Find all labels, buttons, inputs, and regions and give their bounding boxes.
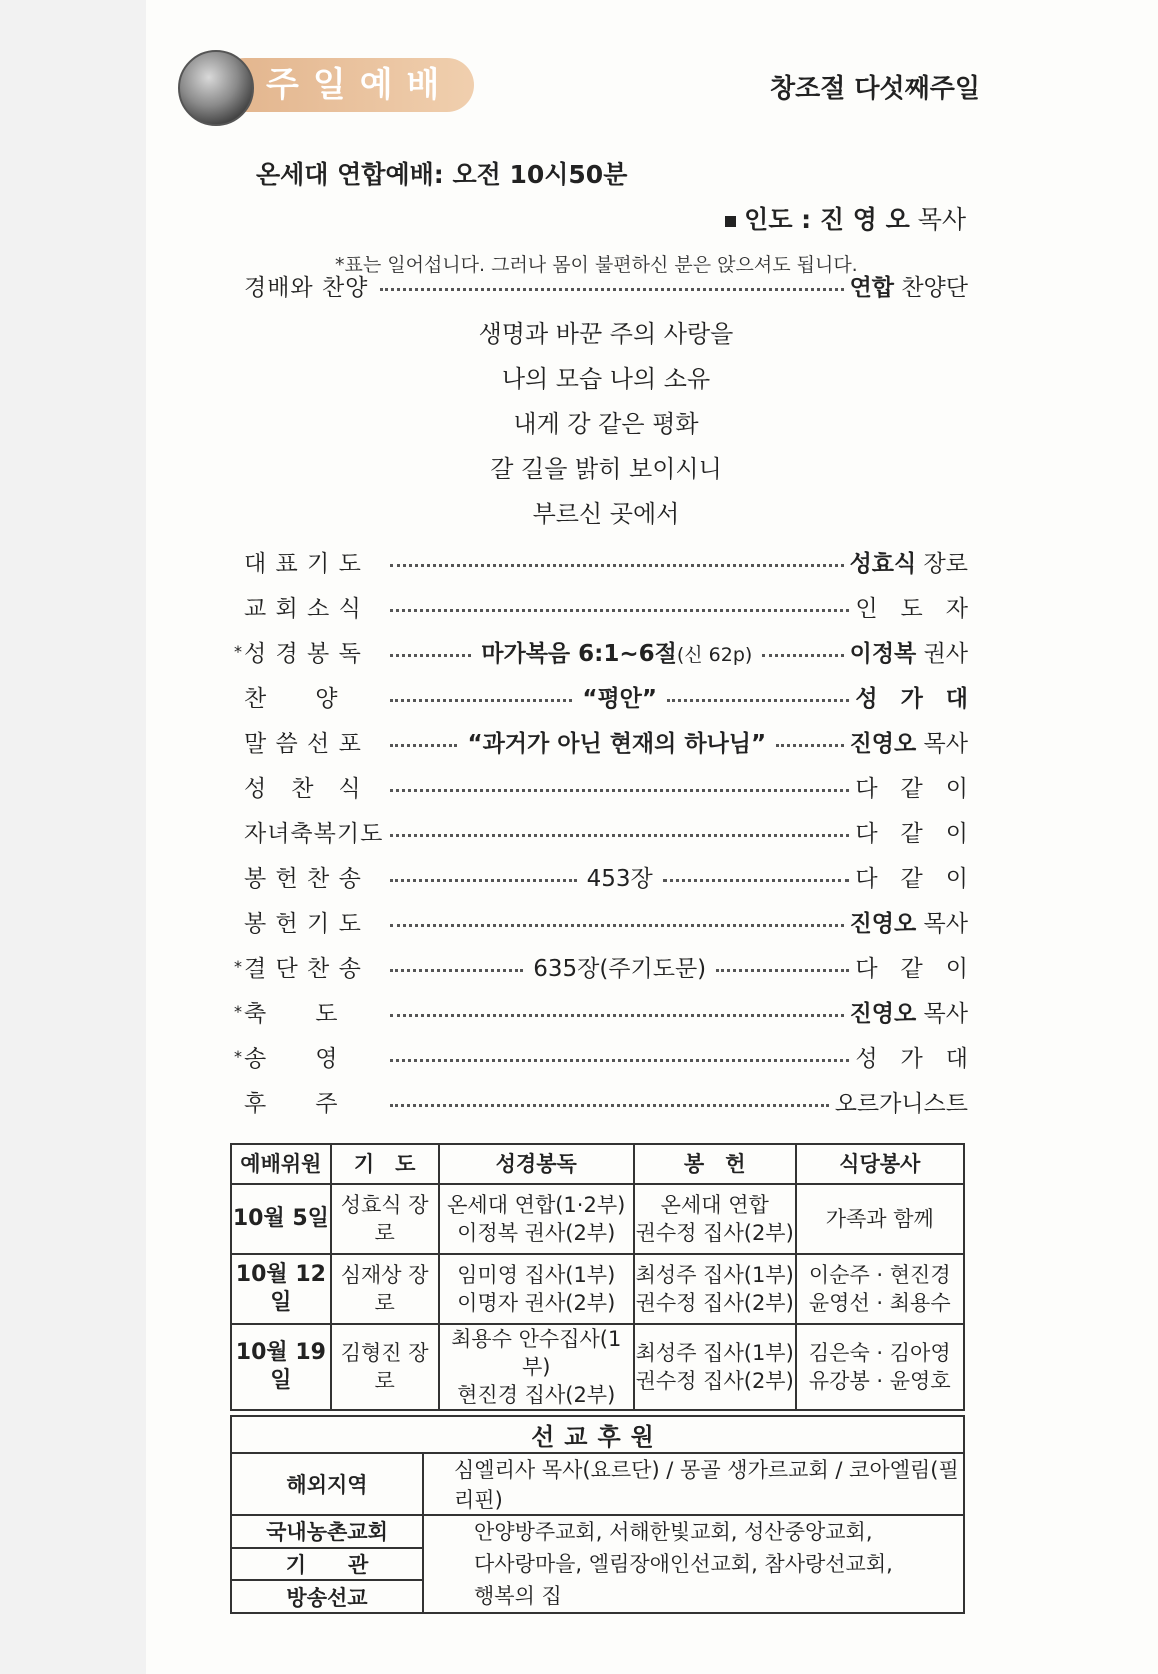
order-item xyxy=(244,858,968,894)
roles-prayer-line: 심재상 장로 xyxy=(340,1263,429,1315)
roles-meal xyxy=(796,1254,965,1324)
order-item-name: 송 영 xyxy=(244,1045,339,1072)
roles-date xyxy=(231,1184,331,1254)
order-item xyxy=(234,1038,968,1074)
roles-reading-line: 현진경 집사(2부) xyxy=(457,1383,616,1407)
standing-marker: * xyxy=(234,956,242,976)
dot-leader xyxy=(390,969,523,972)
order-item-person xyxy=(850,635,968,668)
praying-hands-icon xyxy=(178,50,254,126)
order-item-person-title: 다 같 이 xyxy=(855,955,968,982)
order-item-detail-bold: “평안” xyxy=(582,685,658,712)
roles-header-cell: 식당봉사 xyxy=(796,1144,965,1184)
standing-marker: * xyxy=(234,1046,242,1066)
roles-date-line: 10월 12일 xyxy=(235,1262,326,1315)
order-item-detail xyxy=(578,680,661,713)
standing-marker: * xyxy=(234,1001,242,1021)
hymn-title: 갈 길을 밝히 보이시니 xyxy=(490,455,722,483)
roles-prayer xyxy=(331,1324,439,1410)
domestic-line: 행복의 집 xyxy=(474,1584,562,1608)
domestic-line: 안양방주교회, 서해한빛교회, 성산중앙교회, xyxy=(474,1520,873,1544)
dot-leader xyxy=(390,1059,849,1062)
roles-offering xyxy=(634,1254,796,1324)
hymn-title: 부르신 곳에서 xyxy=(532,500,680,528)
roles-date xyxy=(231,1324,331,1410)
order-item-detail-text: (신 62p) xyxy=(676,643,753,666)
dot-leader xyxy=(390,654,471,657)
roles-prayer-line: 김형진 장로 xyxy=(340,1341,429,1393)
roles-meal-line: 김은숙 · 김아영 xyxy=(808,1341,951,1365)
dot-leader xyxy=(390,1104,829,1107)
roles-reading-line: 임미영 집사(1부) xyxy=(457,1263,616,1287)
order-item-detail xyxy=(477,635,756,668)
standing-marker: * xyxy=(234,641,242,661)
roles-reading xyxy=(439,1324,634,1410)
dot-leader xyxy=(380,288,844,291)
order-item-person-title: 목사 xyxy=(916,730,968,757)
order-item-person-name: 연합 xyxy=(849,274,895,301)
order-item-person xyxy=(850,269,968,302)
dot-leader xyxy=(390,834,849,837)
dot-leader xyxy=(390,1014,844,1017)
domestic-label: 국내농촌교회 xyxy=(231,1515,423,1548)
overseas-value: 심엘리사 목사(요르단) / 몽골 생가르교회 / 코아엘림(필리핀) xyxy=(423,1453,964,1515)
order-item-detail xyxy=(463,725,770,758)
order-item-name: 대 표 기 도 xyxy=(244,550,362,577)
overseas-label: 해외지역 xyxy=(231,1453,423,1515)
order-item-person-name: 성효식 xyxy=(849,550,917,577)
dot-leader xyxy=(667,699,849,702)
roles-row xyxy=(231,1184,964,1254)
roles-reading-line: 최용수 안수집사(1부) xyxy=(451,1327,622,1379)
dot-leader xyxy=(390,789,849,792)
order-item-name: 성 찬 식 xyxy=(244,775,362,802)
domestic-list xyxy=(423,1515,964,1613)
mission-title: 선교후원 xyxy=(231,1416,964,1453)
order-item-detail-bold: “과거가 아닌 현재의 하나님” xyxy=(467,730,767,757)
roles-meal xyxy=(796,1184,965,1254)
roles-table xyxy=(230,1143,965,1411)
order-item-person xyxy=(850,905,968,938)
dot-leader xyxy=(390,564,844,567)
order-item-person-name: 진영오 xyxy=(849,910,917,937)
dot-leader xyxy=(390,744,457,747)
order-item-name: 교 회 소 식 xyxy=(244,595,362,622)
dot-leader xyxy=(776,744,843,747)
dot-leader xyxy=(663,879,850,882)
leader-title: 목사 xyxy=(917,205,966,234)
institution-label: 기 관 xyxy=(231,1548,423,1581)
roles-header-cell: 예배위원 xyxy=(231,1144,331,1184)
roles-offering xyxy=(634,1324,796,1410)
roles-reading xyxy=(439,1184,634,1254)
service-leader xyxy=(725,200,966,236)
order-item-person-title: 다 같 이 xyxy=(855,775,968,802)
dot-leader xyxy=(716,969,849,972)
order-item xyxy=(244,768,968,804)
order-item-person xyxy=(850,725,968,758)
order-item-name: 경배와 찬양 xyxy=(244,274,369,301)
order-item-person xyxy=(855,950,968,983)
roles-meal-line: 가족과 함께 xyxy=(825,1207,934,1231)
roles-date xyxy=(231,1254,331,1324)
order-item-person-name: 진영오 xyxy=(849,1000,917,1027)
order-item-person xyxy=(850,545,968,578)
section-badge xyxy=(178,50,478,120)
order-item xyxy=(244,267,968,303)
order-item xyxy=(244,1083,968,1119)
order-item-name: 결 단 찬 송 xyxy=(244,955,362,982)
roles-offering-line: 권수정 집사(2부) xyxy=(635,1221,794,1245)
roles-date-line: 10월 5일 xyxy=(232,1206,329,1231)
dot-leader xyxy=(390,879,577,882)
roles-reading-line: 온세대 연합(1·2부) xyxy=(447,1193,626,1217)
dot-leader xyxy=(762,654,843,657)
hymn-title: 생명과 바꾼 주의 사랑을 xyxy=(478,320,734,348)
order-item-person xyxy=(855,860,968,893)
order-item xyxy=(244,543,968,579)
order-item-person xyxy=(855,1040,968,1073)
order-item-person-title: 목사 xyxy=(916,910,968,937)
order-item-name: 말 씀 선 포 xyxy=(244,730,362,757)
order-item-person-title: 장로 xyxy=(916,550,968,577)
sunday-title: 창조절 다섯째주일 xyxy=(770,74,980,104)
order-item xyxy=(244,723,968,759)
order-item-person xyxy=(855,815,968,848)
order-item-name: 봉 헌 찬 송 xyxy=(244,865,362,892)
order-item-name: 자녀축복기도 xyxy=(244,820,384,847)
roles-reading-line: 이정복 권사(2부) xyxy=(457,1221,616,1245)
dot-leader xyxy=(390,699,572,702)
order-item-name: 축 도 xyxy=(244,1000,339,1027)
order-item-person-title: 찬양단 xyxy=(894,274,968,301)
order-item-detail xyxy=(583,860,657,893)
order-item-person-title: 다 같 이 xyxy=(855,820,968,847)
roles-prayer xyxy=(331,1254,439,1324)
roles-reading xyxy=(439,1254,634,1324)
order-item xyxy=(244,813,968,849)
order-item xyxy=(244,903,968,939)
order-item-person-name: 성 가 대 xyxy=(855,685,969,712)
roles-meal xyxy=(796,1324,965,1410)
hymn-title: 내게 강 같은 평화 xyxy=(513,410,699,438)
order-item-person-title: 인 도 자 xyxy=(855,595,968,622)
domestic-line: 다사랑마을, 엘림장애인선교회, 참사랑선교회, xyxy=(474,1552,893,1576)
dot-leader xyxy=(390,609,849,612)
badge-label: 주일예배 xyxy=(218,58,474,112)
order-item-detail-bold: 마가복음 6:1~6절 xyxy=(481,640,677,667)
broadcast-label: 방송선교 xyxy=(231,1580,423,1613)
order-item-name: 봉 헌 기 도 xyxy=(244,910,362,937)
order-item-person xyxy=(855,590,968,623)
order-item-name: 성 경 봉 독 xyxy=(244,640,362,667)
order-item-person-name: 이정복 xyxy=(849,640,917,667)
roles-offering-line: 권수정 집사(2부) xyxy=(635,1369,794,1393)
roles-date-line: 10월 19일 xyxy=(235,1340,326,1393)
standing-note: *표는 일어섭니다. 그러나 몸이 불편하신 분은 앉으셔도 됩니다. xyxy=(335,254,858,276)
order-item-detail-text: 635장(주기도문) xyxy=(533,955,707,982)
dot-leader xyxy=(390,924,844,927)
roles-reading-line: 이명자 권사(2부) xyxy=(457,1291,616,1315)
order-item xyxy=(234,948,968,984)
square-bullet-icon xyxy=(725,216,736,227)
roles-meal-line: 윤영선 · 최용수 xyxy=(808,1291,951,1315)
roles-row xyxy=(231,1254,964,1324)
roles-prayer xyxy=(331,1184,439,1254)
roles-offering-line: 최성주 집사(1부) xyxy=(635,1263,794,1287)
roles-prayer-line: 성효식 장로 xyxy=(340,1193,429,1245)
hymn-title: 나의 모습 나의 소유 xyxy=(501,365,711,393)
roles-offering xyxy=(634,1184,796,1254)
order-item-person xyxy=(855,770,968,803)
roles-header-cell: 성경봉독 xyxy=(439,1144,634,1184)
order-item-name: 후 주 xyxy=(244,1090,339,1117)
roles-meal-line: 이순주 · 현진경 xyxy=(808,1263,951,1287)
order-item-person-title: 권사 xyxy=(916,640,969,667)
roles-row xyxy=(231,1324,964,1410)
leader-label: 인도 : 진 영 오 xyxy=(744,205,910,234)
order-item-detail-text: 453장 xyxy=(586,865,653,892)
roles-header-cell: 봉 헌 xyxy=(634,1144,796,1184)
order-item-person-title: 다 같 이 xyxy=(855,865,968,892)
order-item-person xyxy=(850,995,968,1028)
order-item-name: 찬 양 xyxy=(244,685,339,712)
roles-meal-line: 유강봉 · 윤영호 xyxy=(808,1369,951,1393)
order-item-person xyxy=(835,1085,968,1118)
order-item xyxy=(234,633,969,669)
roles-offering-line: 최성주 집사(1부) xyxy=(635,1341,794,1365)
order-item-person xyxy=(855,680,968,713)
roles-header-row xyxy=(231,1144,964,1184)
service-title: 온세대 연합예배: 오전 10시50분 xyxy=(256,160,628,189)
order-item-person-title: 오르가니스트 xyxy=(834,1090,968,1117)
roles-header-cell: 기 도 xyxy=(331,1144,439,1184)
order-item xyxy=(244,588,968,624)
order-item xyxy=(244,678,968,714)
order-item xyxy=(234,993,968,1029)
mission-table xyxy=(230,1415,965,1614)
order-item-person-name: 진영오 xyxy=(849,730,917,757)
roles-offering-line: 권수정 집사(2부) xyxy=(635,1291,794,1315)
order-item-detail xyxy=(529,950,710,983)
order-item-person-title: 목사 xyxy=(916,1000,968,1027)
roles-offering-line: 온세대 연합 xyxy=(660,1193,769,1217)
order-item-person-title: 성 가 대 xyxy=(855,1045,968,1072)
